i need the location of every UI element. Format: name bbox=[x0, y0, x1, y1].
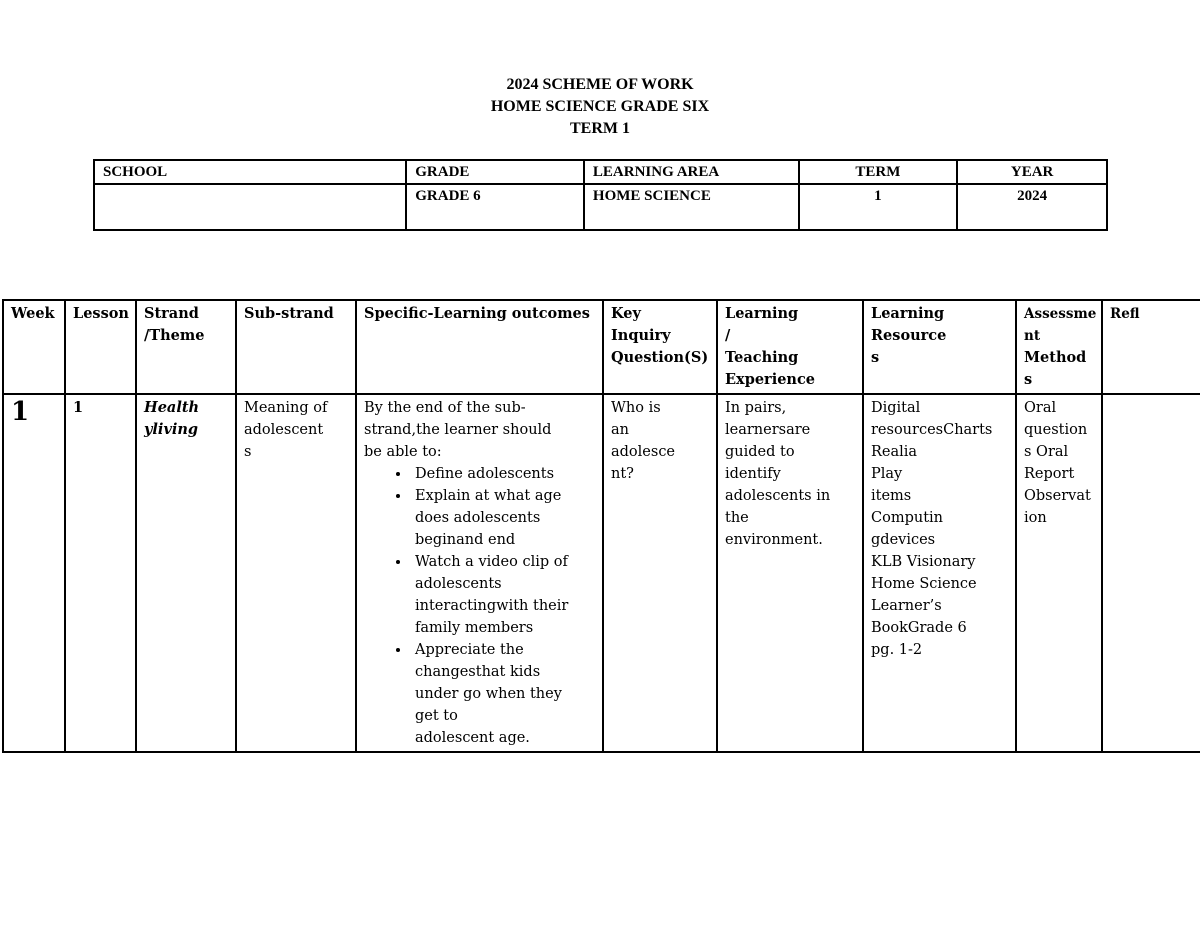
reflection-cell bbox=[1102, 394, 1200, 752]
learning-experience-header-line: / bbox=[725, 327, 731, 344]
title-line-1: 2024 SCHEME OF WORK bbox=[506, 76, 694, 93]
resource-line: Play bbox=[871, 466, 903, 482]
outcome-line: adolescent age. bbox=[415, 730, 530, 746]
title-line-2: HOME SCIENCE GRADE SIX bbox=[490, 98, 710, 115]
key-inquiry-cell bbox=[603, 394, 717, 752]
strand-line: Health bbox=[144, 399, 200, 416]
list-item bbox=[411, 485, 595, 551]
learning-experience-line: guided to bbox=[725, 444, 795, 460]
assessment-line: Observat bbox=[1024, 488, 1091, 504]
outcome-line: • Explain at what age bbox=[415, 488, 562, 504]
info-header-row bbox=[94, 160, 1107, 184]
outcome-line: under go when they bbox=[415, 686, 562, 702]
learning-experience-line: environment. bbox=[725, 532, 823, 548]
outcome-line: get to bbox=[415, 708, 458, 724]
key-inquiry-line: nt? bbox=[611, 466, 634, 482]
sub-strand-line: adolescent bbox=[244, 422, 324, 438]
resource-line: gdevices bbox=[871, 532, 936, 548]
strand-header-line: Strand bbox=[144, 305, 199, 322]
week-cell bbox=[3, 394, 65, 752]
year-header: YEAR bbox=[957, 160, 1107, 184]
title-line-3: TERM 1 bbox=[570, 120, 630, 137]
assessment-header-line: Assessme bbox=[1024, 306, 1097, 322]
outcome-line: • Appreciate the bbox=[415, 642, 524, 658]
grade-value: GRADE 6 bbox=[406, 184, 584, 230]
learning-experience-line: the bbox=[725, 510, 749, 526]
learning-experience-header-line: Experience bbox=[725, 371, 816, 388]
assessment-line: Report bbox=[1024, 466, 1075, 482]
resources-header-line: Resource bbox=[871, 327, 947, 344]
strand-line: yliving bbox=[144, 421, 199, 438]
year-value: 2024 bbox=[957, 184, 1107, 230]
resource-line: KLB Visionary bbox=[871, 554, 976, 570]
lesson-cell: 1 bbox=[65, 394, 136, 752]
school-value bbox=[94, 184, 406, 230]
resource-line: Digital bbox=[871, 400, 921, 416]
scheme-header-row bbox=[3, 300, 1200, 394]
learning-experience-line: adolescents in bbox=[725, 488, 831, 504]
resource-line: resourcesCharts bbox=[871, 422, 993, 438]
list-item bbox=[411, 639, 595, 749]
resources-header-line: s bbox=[871, 349, 880, 366]
key-inquiry-line: Who is bbox=[611, 400, 661, 416]
resource-line: Home Science bbox=[871, 576, 977, 592]
outcomes-intro-line: strand,the learner should bbox=[364, 422, 552, 438]
sub-strand-line: s bbox=[244, 444, 252, 460]
strand-header bbox=[136, 300, 236, 394]
term-header: TERM bbox=[799, 160, 958, 184]
school-header: SCHOOL bbox=[94, 160, 406, 184]
assessment-header-line: Method bbox=[1024, 349, 1087, 366]
sub-strand-cell bbox=[236, 394, 356, 752]
lesson-header: Lesson bbox=[65, 300, 136, 394]
key-inquiry-line: an bbox=[611, 422, 629, 438]
info-value-row bbox=[94, 184, 1107, 230]
resource-line: Computin bbox=[871, 510, 943, 526]
outcomes-list bbox=[364, 463, 595, 749]
outcomes-intro-line: be able to: bbox=[364, 444, 442, 460]
learning-area-value: HOME SCIENCE bbox=[584, 184, 799, 230]
list-item bbox=[411, 463, 595, 485]
strand-header-line: /Theme bbox=[144, 327, 205, 344]
resources-header-line: Learning bbox=[871, 305, 945, 322]
resource-line: pg. 1-2 bbox=[871, 642, 923, 658]
term-value: 1 bbox=[799, 184, 958, 230]
scheme-of-work-table bbox=[2, 299, 1200, 753]
key-inquiry-line: adolesce bbox=[611, 444, 676, 460]
assessment-header-line: nt bbox=[1024, 328, 1041, 344]
learning-experience-line: learnersare bbox=[725, 422, 811, 438]
resource-line: Realia bbox=[871, 444, 918, 460]
table-row bbox=[3, 394, 1200, 752]
key-inquiry-header bbox=[603, 300, 717, 394]
week-header: Week bbox=[3, 300, 65, 394]
outcome-line: • Define adolescents bbox=[415, 466, 555, 482]
resource-line: items bbox=[871, 488, 912, 504]
assessment-line: question bbox=[1024, 422, 1088, 438]
document-title bbox=[0, 74, 1200, 140]
sub-strand-line: Meaning of bbox=[244, 400, 328, 416]
grade-header: GRADE bbox=[406, 160, 584, 184]
learning-experience-header bbox=[717, 300, 863, 394]
assessment-header-line: s bbox=[1024, 371, 1033, 388]
outcome-line: family members bbox=[415, 620, 534, 636]
key-inquiry-header-line: Key bbox=[611, 305, 641, 322]
resources-cell bbox=[863, 394, 1016, 752]
outcome-line: interactingwith their bbox=[415, 598, 569, 614]
school-info-table bbox=[93, 159, 1108, 231]
learning-experience-cell bbox=[717, 394, 863, 752]
resources-header bbox=[863, 300, 1016, 394]
learning-experience-line: identify bbox=[725, 466, 781, 482]
strand-cell bbox=[136, 394, 236, 752]
assessment-line: s Oral bbox=[1024, 444, 1069, 460]
key-inquiry-header-line: Question(S) bbox=[611, 349, 709, 366]
resource-line: Learner’s bbox=[871, 598, 942, 614]
assessment-line: Oral bbox=[1024, 400, 1057, 416]
outcome-line: adolescents bbox=[415, 576, 502, 592]
outcomes-header: Specific-Learning outcomes bbox=[356, 300, 603, 394]
outcomes-intro-line: By the end of the sub- bbox=[364, 400, 526, 416]
reflection-header: Refl bbox=[1102, 300, 1200, 394]
assessment-line: ion bbox=[1024, 510, 1047, 526]
outcome-line: • Watch a video clip of bbox=[415, 554, 568, 570]
key-inquiry-header-line: Inquiry bbox=[611, 327, 671, 344]
learning-experience-header-line: Learning bbox=[725, 305, 799, 322]
sub-strand-header: Sub-strand bbox=[236, 300, 356, 394]
outcome-line: changesthat kids bbox=[415, 664, 541, 680]
outcome-line: beginand end bbox=[415, 532, 516, 548]
resource-line: BookGrade 6 bbox=[871, 620, 967, 636]
list-item bbox=[411, 551, 595, 639]
assessment-cell bbox=[1016, 394, 1102, 752]
week-number: 1 bbox=[11, 397, 30, 427]
assessment-header bbox=[1016, 300, 1102, 394]
outcome-line: does adolescents bbox=[415, 510, 541, 526]
learning-experience-line: In pairs, bbox=[725, 400, 787, 416]
learning-area-header: LEARNING AREA bbox=[584, 160, 799, 184]
outcomes-cell bbox=[356, 394, 603, 752]
learning-experience-header-line: Teaching bbox=[725, 349, 799, 366]
